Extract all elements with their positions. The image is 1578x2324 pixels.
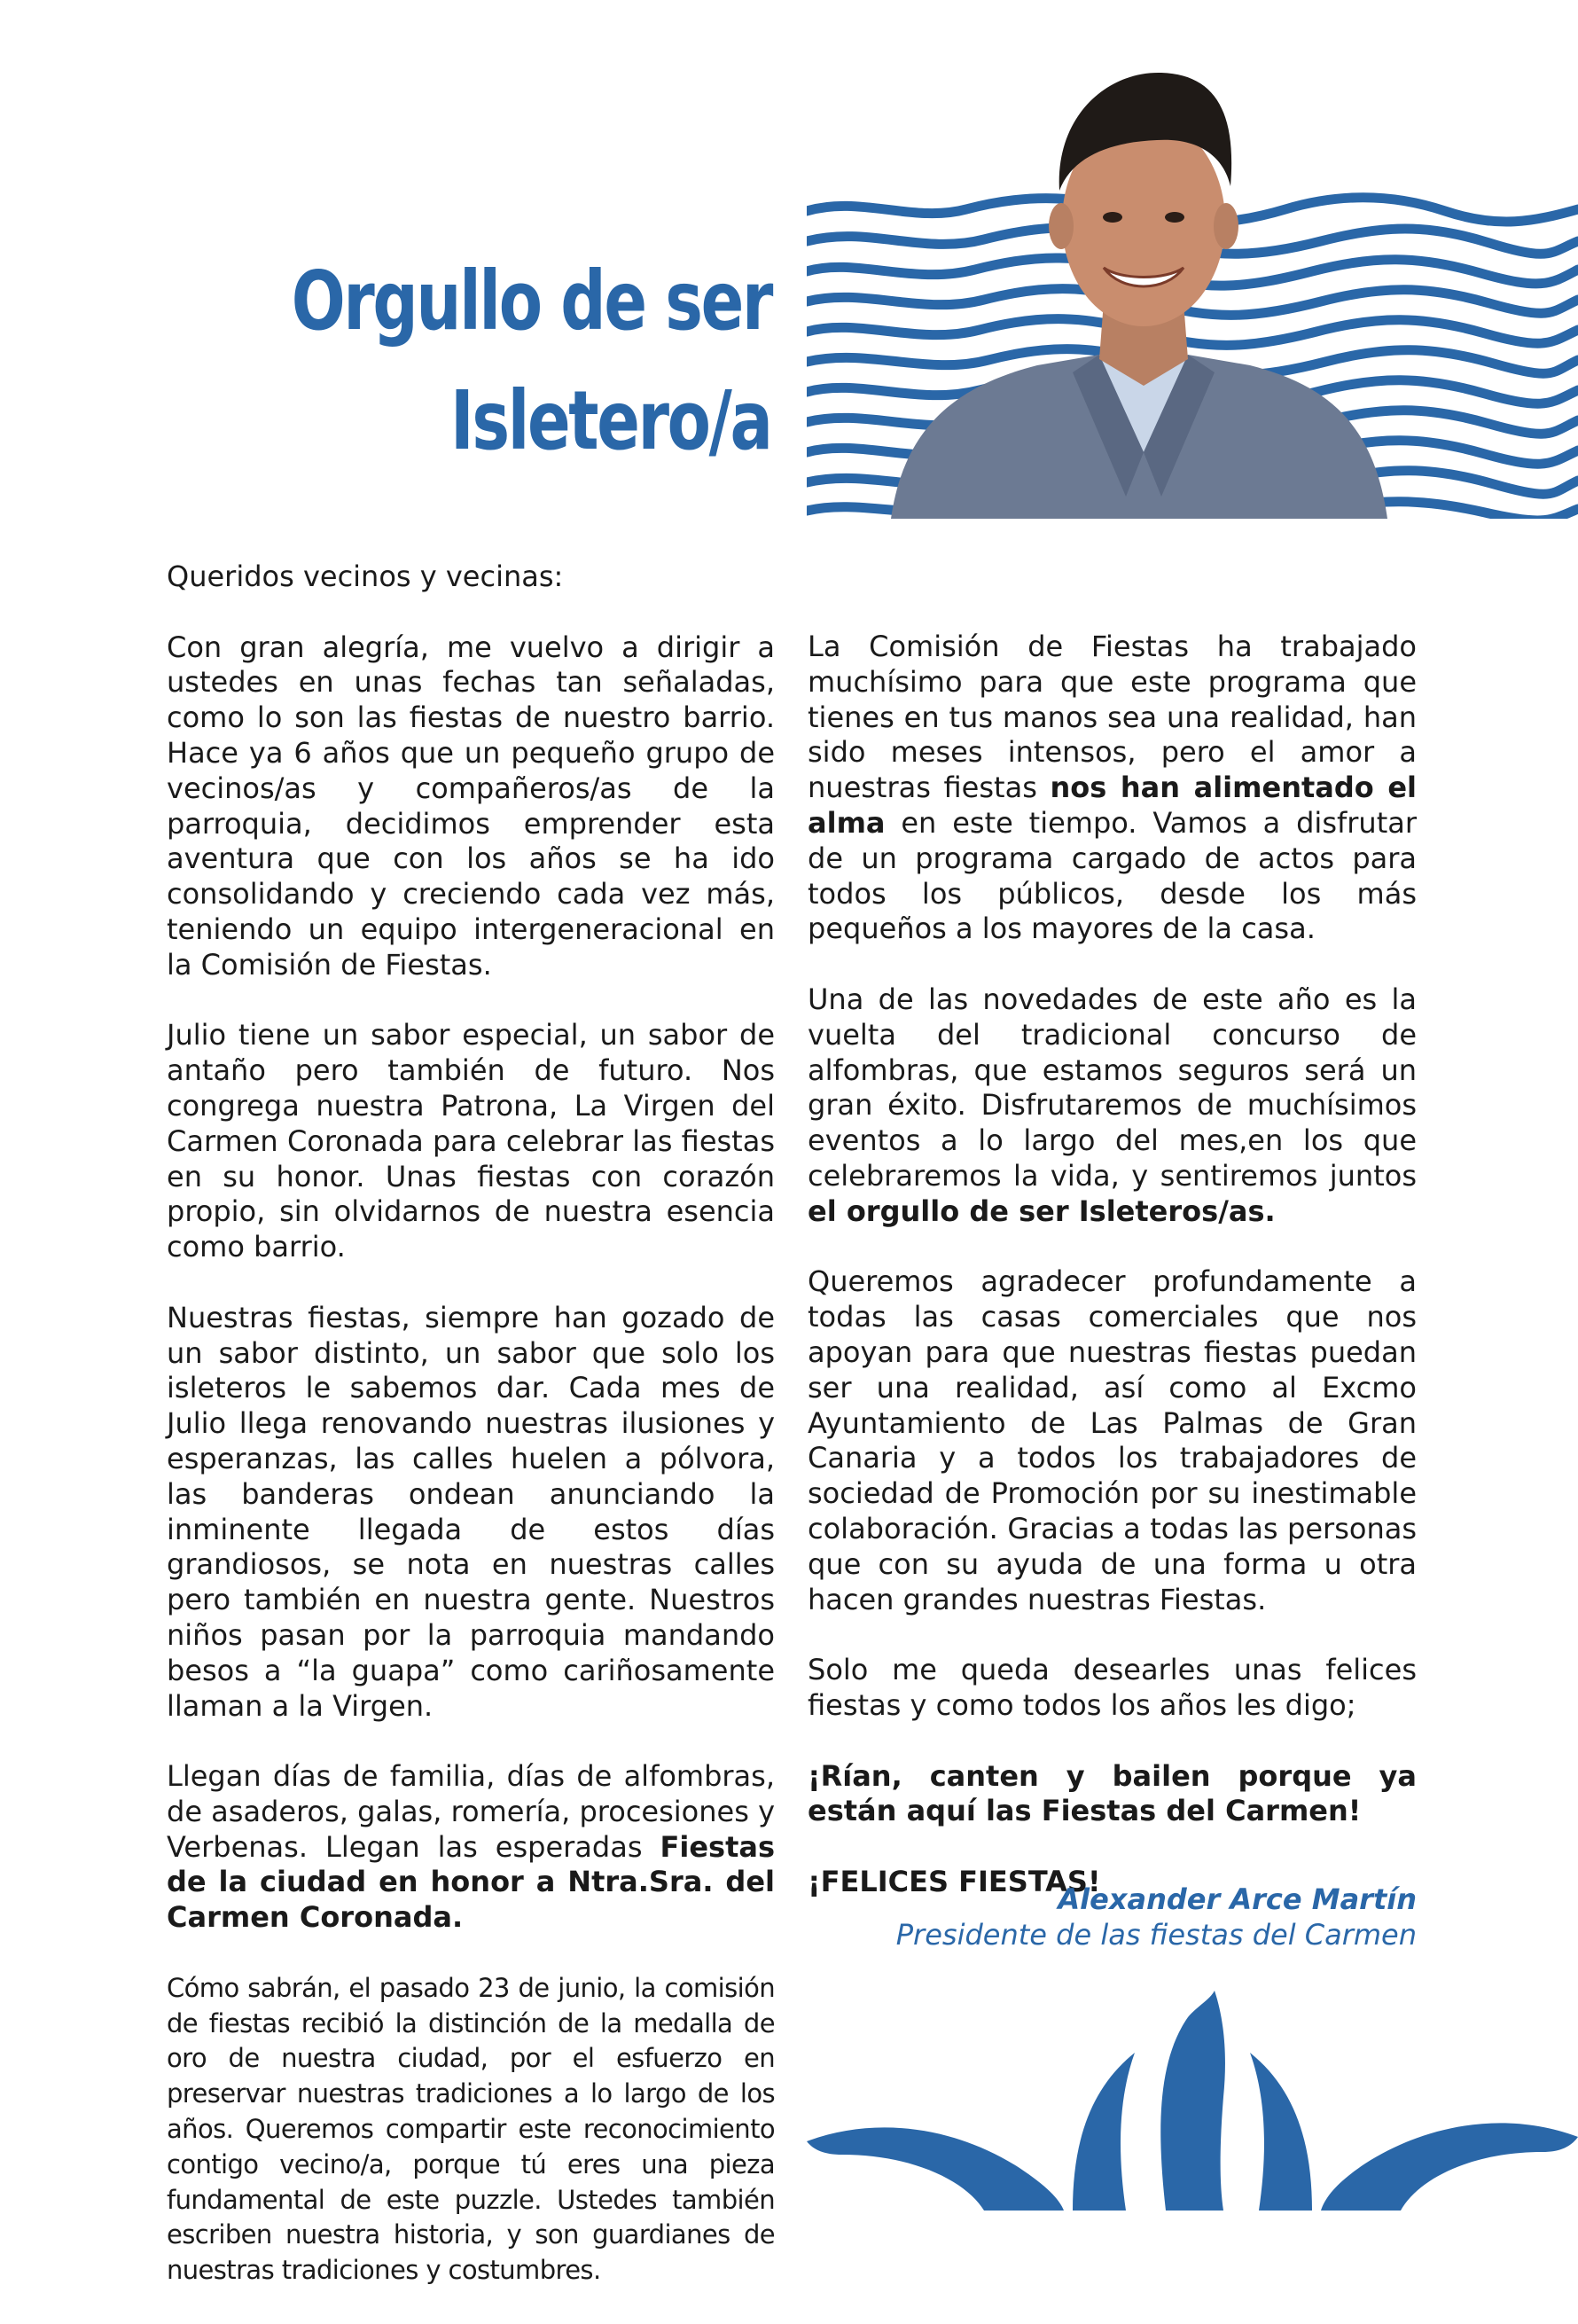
right-paragraph-5 [808,1759,1417,1830]
right-paragraph-4: Solo me queda desearles unas felices fiestas y como todos los años les digo; [808,1653,1417,1722]
right-paragraph-1 [808,630,1417,947]
decorative-ornament [807,1991,1578,2211]
left-paragraph-4-bold: Fiestas de la ciudad en honor a Ntra.Sra. del Carmen Coronada. [167,1829,775,1935]
signature-name: Alexander Arce Martín [1058,1882,1417,1916]
left-paragraph-4-text: Llegan días de familia, días de alfombras, de asaderos, galas, romería, procesiones y Verbenas. Llegan las esperadas [167,1759,775,1864]
hero-image [807,35,1578,519]
right-paragraph-1-text-a: La Comisión de Fiestas ha trabajado muchísimo para que este programa que tienes en tus manos sea una realidad, han sido meses intensos, pero el amor a nuestras fiestas [808,630,1417,805]
left-paragraph-3: Nuestras fiestas, siempre han gozado de un sabor distinto, un sabor que solo los isleteros le sabemos dar. Cada mes de Julio llega renovando nuestras ilusiones y esperanzas, las calles huelen a pólvora, las banderas ondean anunciando la inminente llegada de estos días grandiosos, se nota en nuestras calles pero también en nuestra gente. Nuestros niños pasan por la parroquia mandando besos a “la guapa” como cariñosamente llaman a la Virgen. [167,1300,775,1723]
left-paragraph-2: Julio tiene un sabor especial, un sabor de antaño pero también de futuro. Nos congrega nuestra Patrona, La Virgen del Carmen Coronada para celebrar las fiestas en su honor. Unas fiestas con corazón propio, sin olvidarnos de nuestra esencia como barrio. [167,1018,775,1264]
greeting: Queridos vecinos y vecinas: [167,559,564,593]
left-paragraph-1: Con gran alegría, me vuelvo a dirigir a ustedes en unas fechas tan señaladas, como lo son las fiestas de nuestro barrio. Hace ya 6 años que un pequeño grupo de vecinos/as y compañeros/as de la parroquia, decidimos emprender esta aventura que con los años se ha ido consolidando y creciendo cada vez más, teniendo un equipo intergeneracional en la Comisión de Fiestas. [167,630,775,982]
right-paragraph-1-text-c: en este tiempo. Vamos a disfrutar de un programa cargado de actos para todos los públicos, desde los más pequeños a los mayores de la casa. [808,805,1417,946]
left-paragraph-4 [167,1759,775,1936]
signature-role: Presidente de las fiestas del Carmen [895,1918,1417,1952]
right-paragraph-3: Queremos agradecer profundamente a todas las casas comerciales que nos apoyan para que nuestras fiestas puedan ser una realidad, así como al Excmo Ayuntamiento de Las Palmas de Gran Canaria y a todos los trabajadores de sociedad de Promoción por su inestimable colaboración. Gracias a todas las personas que con su ayuda de una forma u otra hacen grandes nuestras Fiestas. [808,1264,1417,1616]
right-column [808,630,1417,1935]
right-paragraph-2 [808,982,1417,1230]
left-column [167,559,775,2324]
closing-exclamation: ¡Rían, canten y bailen porque ya están aquí las Fiestas del Carmen! [808,1758,1417,1828]
right-paragraph-1-bold: nos han alimentado el alma [808,771,1418,840]
right-paragraph-2-bold: el orgullo de ser Isleteros/as. [808,1193,1276,1228]
portrait-photo [891,73,1387,519]
page-title-line-1: Orgullo de ser [291,254,771,348]
right-paragraph-2-text: Una de las novedades de este año es la vuelta del tradicional concurso de alfombras, que estamos seguros será un gran éxito. Disfrutaremos de muchísimos eventos a lo largo del mes,en los que celebraremos la vida, y sentiremos juntos [808,982,1417,1193]
page-title-line-2: Isletero/a [450,373,771,468]
left-paragraph-5: Cómo sabrán, el pasado 23 de junio, la comisión de fiestas recibió la distinción de la medalla de oro de nuestra ciudad, por el esfuerzo en preservar nuestras tradiciones a lo largo de los años. Queremos compartir este reconocimiento contigo vecino/a, porque tú eres una pieza fundamental de este puzzle. Ustedes también escriben nuestra historia, y son guardianes de nuestras tradiciones y costumbres. [167,1972,775,2286]
signature-block [896,1882,1417,1952]
felices-fiestas: ¡FELICES FIESTAS! [808,1864,1101,1898]
